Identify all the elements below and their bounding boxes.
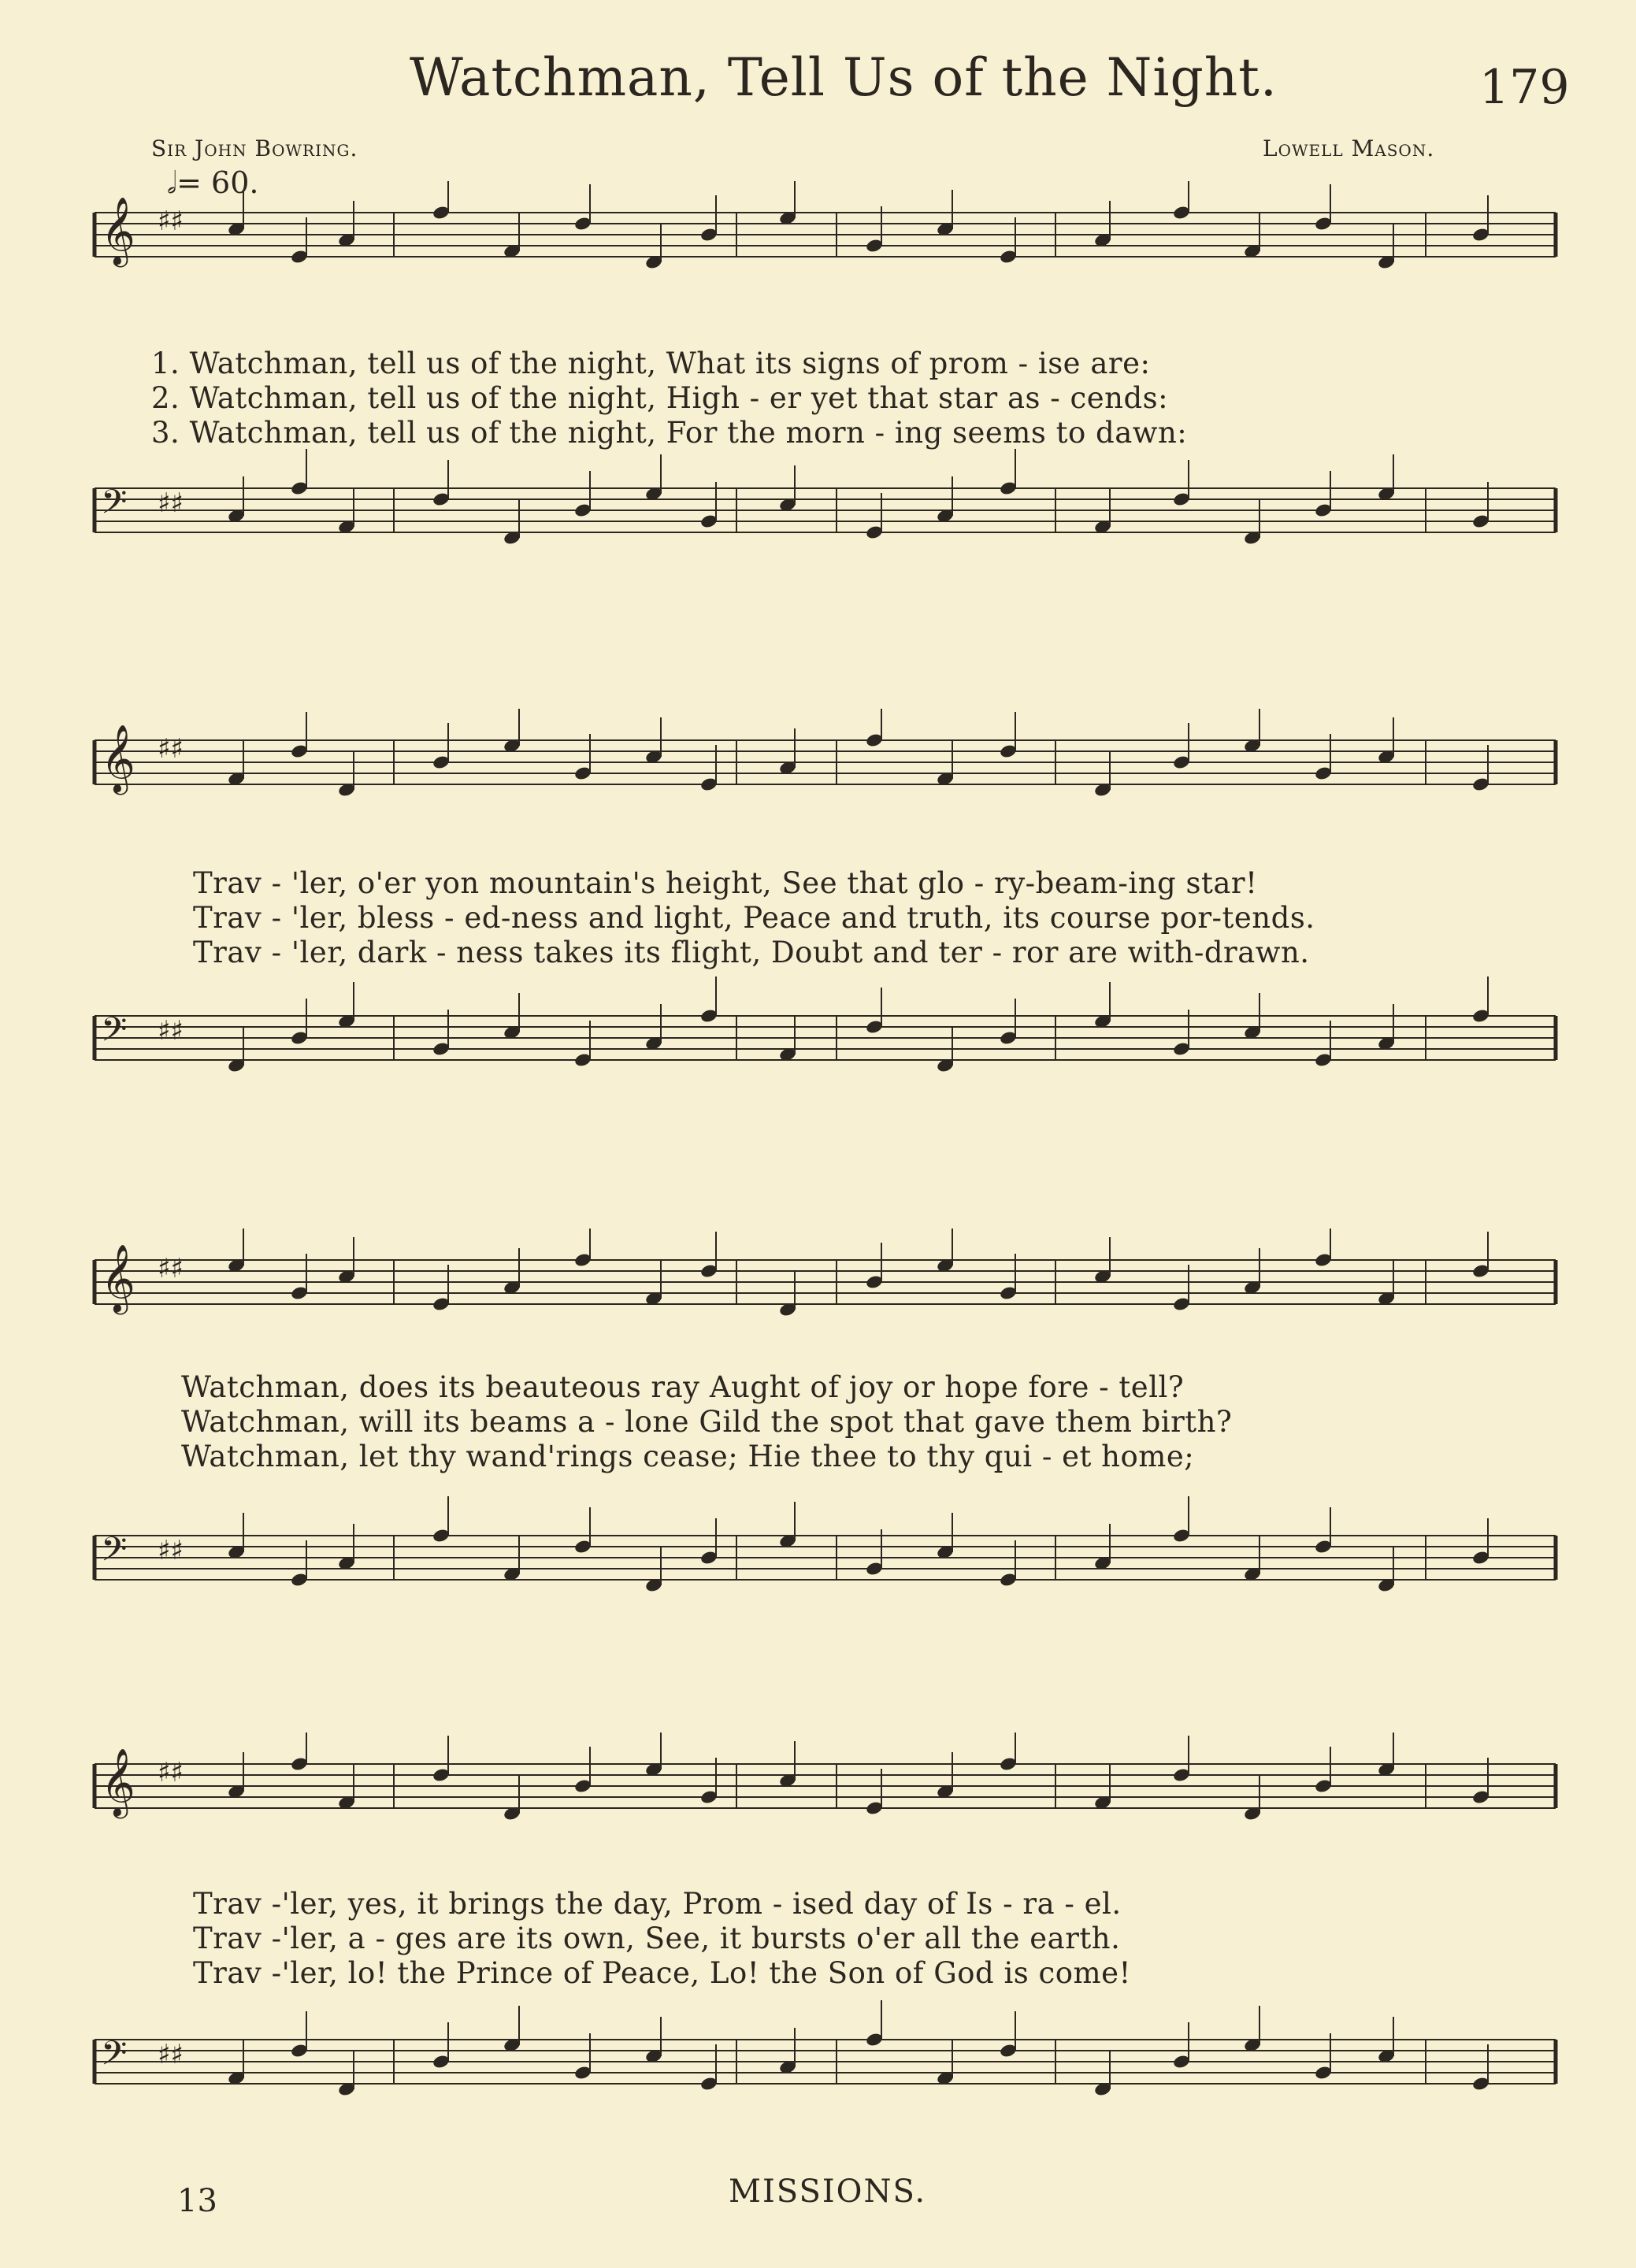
key-signature-icon: ♯♯ [158,206,184,237]
key-signature-icon: ♯♯ [158,733,184,765]
bass-staff [95,449,1556,546]
page-number: 179 [1479,60,1570,115]
verse-line-2: Watchman, will its beams a - lone Gild the spot that gave them birth? [181,1405,1233,1439]
key-signature-icon: ♯♯ [158,487,184,519]
key-signature-icon: ♯♯ [158,1015,184,1047]
hymn-title: Watchman, Tell Us of the Night. [410,47,1278,108]
verse-line-3: Watchman, let thy wand'rings cease; Hie thee to thy qui - et home; [181,1440,1195,1473]
bass-clef-icon: 𝄢 [101,1010,128,1058]
music-system-4 [0,1732,1636,2142]
treble-clef-icon: 𝄞 [101,197,135,265]
verse-line-3: Trav - 'ler, dark - ness takes its flight, Doubt and ter - ror are with-drawn. [193,936,1310,969]
bass-clef-icon: 𝄢 [101,1530,128,1577]
verse-line-1: 1. Watchman, tell us of the night, What its signs of prom - ise are: [151,346,1151,380]
verse-line-3: Trav -'ler, lo! the Prince of Peace, Lo! the Son of God is come! [193,1956,1131,1990]
key-signature-icon: ♯♯ [158,1535,184,1566]
key-signature-icon: ♯♯ [158,1253,184,1284]
treble-staff [95,1228,1556,1317]
bass-staff [95,976,1556,1073]
footer-section-label: MISSIONS. [729,2174,927,2210]
treble-clef-icon: 𝄞 [101,1244,135,1312]
verse-line-2: 2. Watchman, tell us of the night, High - er yet that star as - cends: [151,381,1169,415]
bass-clef-icon: 𝄢 [101,483,128,530]
music-system-3 [0,1228,1636,1638]
tempo-value: = 60. [176,165,259,200]
treble-clef-icon: 𝄞 [101,1748,135,1816]
verse-line-2: Trav - 'ler, bless - ed-ness and light, Peace and truth, its course por-tends. [193,901,1315,935]
author-credit: Sir John Bowring. [151,135,358,161]
key-signature-icon: ♯♯ [158,2039,184,2070]
music-system-2 [0,709,1636,1118]
bass-clef-icon: 𝄢 [101,2034,128,2081]
treble-staff [95,709,1556,798]
treble-staff [95,1732,1556,1821]
verse-line-3: 3. Watchman, tell us of the night, For the morn - ing seems to dawn: [151,416,1188,450]
music-system-1 [0,181,1636,591]
treble-staff [95,181,1556,270]
footer-signature-number: 13 [177,2183,217,2219]
verse-line-1: Watchman, does its beauteous ray Aught of joy or hope fore - tell? [181,1370,1185,1404]
verse-line-1: Trav - 'ler, o'er yon mountain's height, See that glo - ry-beam-ing star! [193,866,1258,900]
verse-line-1: Trav -'ler, yes, it brings the day, Prom - ised day of Is - ra - el. [193,1887,1122,1921]
half-note-icon: 𝅗𝅥 [167,165,177,200]
verse-line-2: Trav -'ler, a - ges are its own, See, it bursts o'er all the earth. [193,1922,1121,1955]
composer-credit: Lowell Mason. [1263,135,1435,161]
key-signature-icon: ♯♯ [158,1757,184,1788]
treble-clef-icon: 𝄞 [101,724,135,792]
bass-staff [95,2000,1556,2097]
bass-staff [95,1496,1556,1593]
